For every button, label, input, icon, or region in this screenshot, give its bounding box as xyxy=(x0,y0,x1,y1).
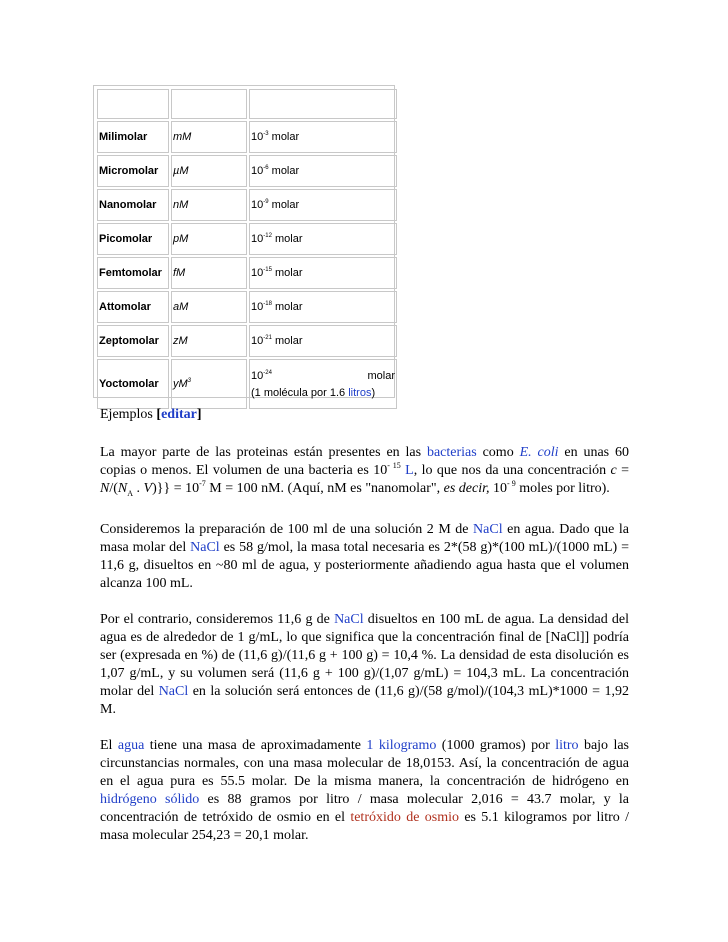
bacterias-link[interactable]: bacterias xyxy=(426,445,477,460)
paragraph-2: Consideremos la preparación de 100 ml de una solución 2 M de NaCl en agua. Dado que la masa molar del NaCl es 58 g/mol, la masa total necesaria es 2*(58 g)*(100 mL)/(1000 mL) = 11,6 g, disueltos en ~80 ml de agua, y posteriormente añadiendo agua hasta que el volumen alcanza 100 mL. xyxy=(100,521,629,591)
table-row xyxy=(97,223,397,255)
section-heading: Ejemplos [editar] xyxy=(100,407,202,422)
litro-link[interactable]: litro xyxy=(555,737,579,753)
one-link[interactable]: 1 xyxy=(366,737,374,753)
nacl-link[interactable]: NaCl xyxy=(473,521,503,537)
unit-value: $10^{-18}$ molar xyxy=(249,291,397,323)
unit-symbol: pM xyxy=(171,223,247,255)
table-row xyxy=(97,189,397,221)
unit-symbol: $yM^3$ xyxy=(171,359,247,409)
unit-symbol: zM xyxy=(171,325,247,357)
unit-name: Picomolar xyxy=(97,223,169,255)
units-table xyxy=(95,87,399,411)
unit-symbol: nM xyxy=(171,189,247,221)
agua-link[interactable]: agua xyxy=(117,737,145,753)
table-cell xyxy=(249,89,397,119)
unit-symbol: aM xyxy=(171,291,247,323)
unit-name: Zeptomolar xyxy=(97,325,169,357)
unit-value: $10^{-15}$ molar xyxy=(249,257,397,289)
table-cell xyxy=(97,89,169,119)
kilogramo-link[interactable]: kilogramo xyxy=(378,737,437,753)
edit-link[interactable]: editar xyxy=(161,407,197,422)
unit-name: Yoctomolar xyxy=(97,359,169,409)
litros-link[interactable]: litros xyxy=(348,386,372,399)
unit-name: Nanomolar xyxy=(97,189,169,221)
unit-value: $10^{-3}$ molar xyxy=(249,121,397,153)
unit-value: $10^{-12}$ molar xyxy=(249,223,397,255)
table-row xyxy=(97,257,397,289)
table-row xyxy=(97,155,397,187)
table-row xyxy=(97,291,397,323)
nacl-link[interactable]: NaCl xyxy=(190,539,220,555)
paragraph-3: Por el contrario, consideremos 11,6 g de NaCl disueltos en 100 mL de agua. La densidad del agua es de alrededor de 1 g/mL, lo que significa que la concentración final de [NaCl]] podría ser (expresada en %) de (11,6 g)/(11,6 g + 100 g) = 10,4 %. La densidad de esta disolución es 1,07 g/mL, y su volumen será (11,6 g + 100 g)/(1,07 g/mL) = 104,3 mL. La concentración molar del NaCl en la solución será entonces de (11,6 g)/(58 g/mol)/(104,3 mL)*1000 = 1,92 M. xyxy=(100,611,629,717)
ecoli-link[interactable]: E. coli xyxy=(519,445,559,460)
table-row xyxy=(97,121,397,153)
table-cell xyxy=(171,89,247,119)
litro-L-link[interactable]: L xyxy=(405,463,414,478)
unit-value: $10^{-24}$ molar (1 molécula por 1.6 litros) xyxy=(249,359,397,409)
table-row xyxy=(97,325,397,357)
unit-symbol: mM xyxy=(171,121,247,153)
unit-name: Attomolar xyxy=(97,291,169,323)
unit-value: $10^{-21}$ molar xyxy=(249,325,397,357)
paragraph-1: La mayor parte de las proteinas están presentes en las bacterias como E. coli en unas 60 copias o menos. El volumen de una bacteria es $10^{- 15}$ L, lo que nos da una concentración $c = N/(N_A$ . $V)\}\} = 10^{-7}$ M = 100 nM. (Aquí, nM es "nanomolar", es decir, $10^{- 9}$ moles por litro). xyxy=(100,445,630,498)
nacl-link[interactable]: NaCl xyxy=(334,611,364,627)
unit-symbol: fM xyxy=(171,257,247,289)
unit-value: $10^{-6}$ molar xyxy=(249,155,397,187)
tetroxido-osmio-link[interactable]: tetróxido de osmio xyxy=(350,809,459,825)
table-header-row xyxy=(97,89,397,119)
unit-name: Milimolar xyxy=(97,121,169,153)
article-body xyxy=(100,400,629,863)
nacl-link[interactable]: NaCl xyxy=(158,683,189,699)
hidrogeno-solido-link[interactable]: hidrógeno sólido xyxy=(100,791,200,807)
unit-value: $10^{-9}$ molar xyxy=(249,189,397,221)
unit-name: Femtomolar xyxy=(97,257,169,289)
unit-symbol: µM xyxy=(171,155,247,187)
paragraph-4: El agua tiene una masa de aproximadamente 1 kilogramo (1000 gramos) por litro bajo las circunstancias normales, con una masa molecular de 18,0153. Así, la concentración de agua en el agua pura es 55.5 molar. De la misma manera, la concentración de hidrógeno en hidrógeno sólido es 88 gramos por litro / masa molecular 2,016 = 43.7 molar, y la concentración de tetróxido de osmio en el tetróxido de osmio es 5.1 kilogramos por litro / masa molecular 254,23 = 20,1 molar. xyxy=(100,737,630,843)
unit-name: Micromolar xyxy=(97,155,169,187)
